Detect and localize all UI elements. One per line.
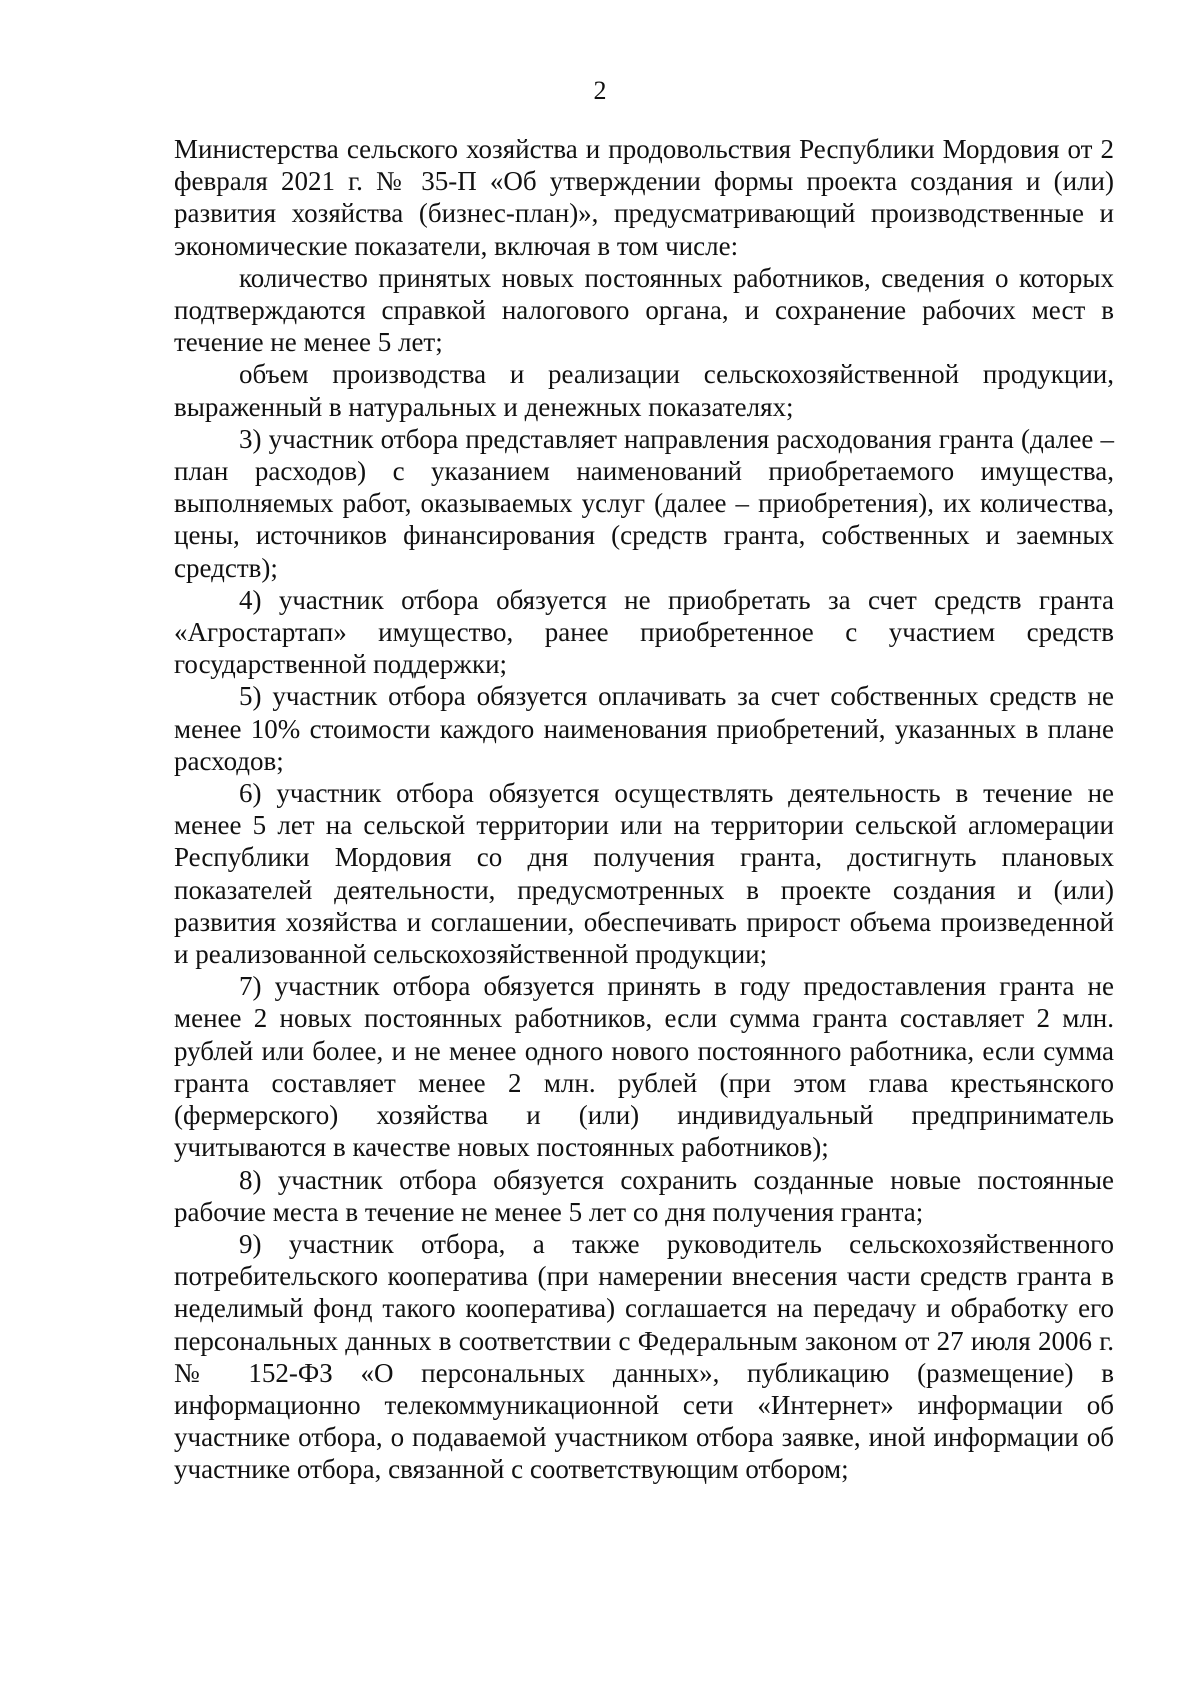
- paragraph: 6) участник отбора обязуется осуществлять деятельность в течение не менее 5 лет на сельской территории или на территории сельской агломерации Республики Мордовия со дня получения гранта, достигнуть плановых показателей деятельности, предусмотренных в проекте создания и (или) развития хозяйства и соглашении, обеспечивать прирост объема произведенной и реализованной сельскохозяйственной продукции;: [174, 778, 1114, 970]
- paragraph: 5) участник отбора обязуется оплачивать за счет собственных средств не менее 10% стоимости каждого наименования приобретений, указанных в плане расходов;: [174, 681, 1114, 776]
- paragraph: Министерства сельского хозяйства и продовольствия Республики Мордовия от 2 февраля 2021 г. № 35-П «Об утверждении формы проекта создания и (или) развития хозяйства (бизнес-план)», предусматривающий производственные и экономические показатели, включая в том числе:: [174, 134, 1114, 261]
- paragraph: количество принятых новых постоянных работников, сведения о которых подтверждаются справкой налогового органа, и сохранение рабочих мест в течение не менее 5 лет;: [174, 262, 1114, 358]
- document-body: [174, 133, 1114, 1486]
- paragraph: 9) участник отбора, а также руководитель сельскохозяйственного потребительского кооператива (при намерении внесения части средств гранта в неделимый фонд такого кооператива) соглашается на передачу и обработку его персональных данных в соответствии с Федеральным законом от 27 июля 2006 г. № 152-ФЗ «О персональных данных», публикацию (размещение) в информационно телекоммуникационной сети «Интернет» информации об участнике отбора, о подаваемой участником отбора заявке, иной информации об участнике отбора, связанной с соответствующим отбором;: [174, 1228, 1114, 1485]
- paragraph: 3) участник отбора представляет направления расходования гранта (далее – план расходов) с указанием наименований приобретаемого имущества, выполняемых работ, оказываемых услуг (далее – приобретения), их количества, цены, источников финансирования (средств гранта, собственных и заемных средств);: [174, 423, 1114, 583]
- paragraph: 7) участник отбора обязуется принять в году предоставления гранта не менее 2 новых постоянных работников, если сумма гранта составляет 2 млн. рублей или более, и не менее одного нового постоянного работника, если сумма гранта составляет менее 2 млн. рублей (при этом глава крестьянского (фермерского) хозяйства и (или) индивидуальный предприниматель учитываются в качестве новых постоянных работников);: [174, 971, 1114, 1163]
- paragraph: 4) участник отбора обязуется не приобретать за счет средств гранта «Агростартап» имущество, ранее приобретенное с участием средств государственной поддержки;: [174, 584, 1114, 680]
- paragraph: 8) участник отбора обязуется сохранить созданные новые постоянные рабочие места в течение не менее 5 лет со дня получения гранта;: [174, 1164, 1114, 1227]
- page-number: 2: [593, 76, 607, 105]
- paragraph: объем производства и реализации сельскохозяйственной продукции, выраженный в натуральных и денежных показателях;: [174, 359, 1114, 422]
